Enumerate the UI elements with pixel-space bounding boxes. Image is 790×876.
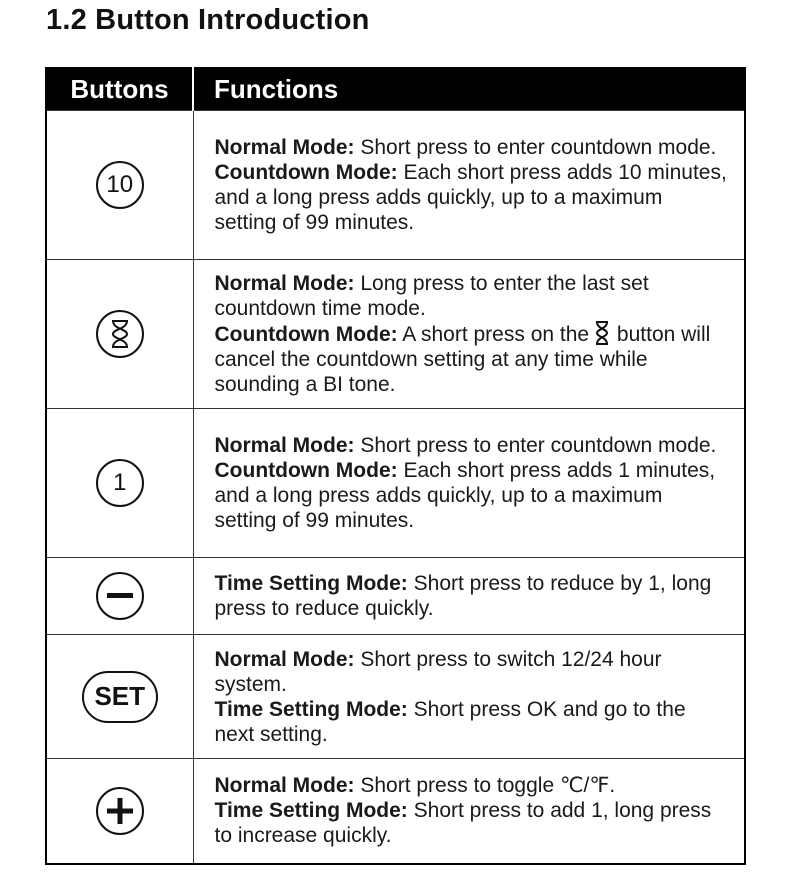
function-line [215,647,731,697]
mode-label: Normal Mode: [214,272,355,295]
table-row [46,558,745,635]
plus-button-icon [96,787,144,835]
function-line [215,135,731,160]
minus-icon [106,592,134,600]
function-line [215,571,731,621]
mode-description: Short press OK and go to the next setting. [214,697,686,746]
section-title: 1.2 Button Introduction [46,4,370,36]
function-line [215,798,731,848]
function-line [215,160,731,235]
mode-description: Short press to add 1, long press to increase quickly. [214,799,712,848]
header-functions: Functions [193,68,745,111]
button-cell [46,558,193,635]
button-cell [46,260,193,409]
mode-description: Short press to enter countdown mode. [354,136,717,159]
table-header-row [46,68,745,111]
mode-label: Normal Mode: [214,774,355,798]
mode-description: Short press to toggle ℃/℉. [354,774,616,798]
function-cell [193,260,745,409]
mode-description: Each short press adds 10 minutes, and a long press adds quickly, up to a maximum setting of 99 minutes. [214,161,727,234]
plus-icon [106,797,134,825]
button-cell [46,635,193,759]
function-line [215,433,731,458]
mode-label: Countdown Mode: [214,161,398,184]
mode-description: Short press to reduce by 1, long press to reduce quickly. [214,572,712,620]
minus-button-icon [96,572,144,620]
mode-description: Short press to switch 12/24 hour system. [214,647,662,696]
header-buttons: Buttons [46,68,193,111]
function-cell [193,409,745,558]
mode-label: Countdown Mode: [214,323,398,346]
table-row [46,759,745,864]
function-line [215,321,731,397]
mode-description-continued: button will cancel the countdown setting at any time while sounding a BI tone. [214,323,711,396]
mode-label: Normal Mode: [214,434,355,457]
mode-description: Short press to enter countdown mode. [354,434,717,457]
mode-label: Time Setting Mode: [214,697,408,721]
mode-label: Normal Mode: [214,136,355,159]
mode-description: A short press on the [397,323,590,346]
function-cell [193,635,745,759]
mode-description: Long press to enter the last set countdown time mode. [214,272,649,320]
hourglass-icon [593,321,611,345]
mode-description: Each short press adds 1 minutes, and a long press adds quickly, up to a maximum setting of 99 minutes. [214,459,716,532]
function-line [215,271,731,321]
function-line [215,773,731,798]
button-cell [46,111,193,260]
hourglass-icon [108,319,132,349]
function-cell [193,111,745,260]
table-row [46,635,745,759]
table-row [46,111,745,260]
one-button-icon: 1 [96,459,144,507]
mode-label: Normal Mode: [214,647,355,671]
mode-label: Time Setting Mode: [214,799,408,823]
function-cell [193,759,745,864]
function-cell [193,558,745,635]
button-function-table [45,67,746,865]
ten-button-icon: 10 [96,161,144,209]
function-line [215,458,731,533]
table-row [46,260,745,409]
mode-label: Time Setting Mode: [214,572,408,595]
function-line [215,697,731,747]
mode-label: Countdown Mode: [214,459,398,482]
button-cell [46,409,193,558]
table-row [46,409,745,558]
hourglass-button-icon [96,310,144,358]
button-cell [46,759,193,864]
set-button-icon: SET [82,671,158,723]
